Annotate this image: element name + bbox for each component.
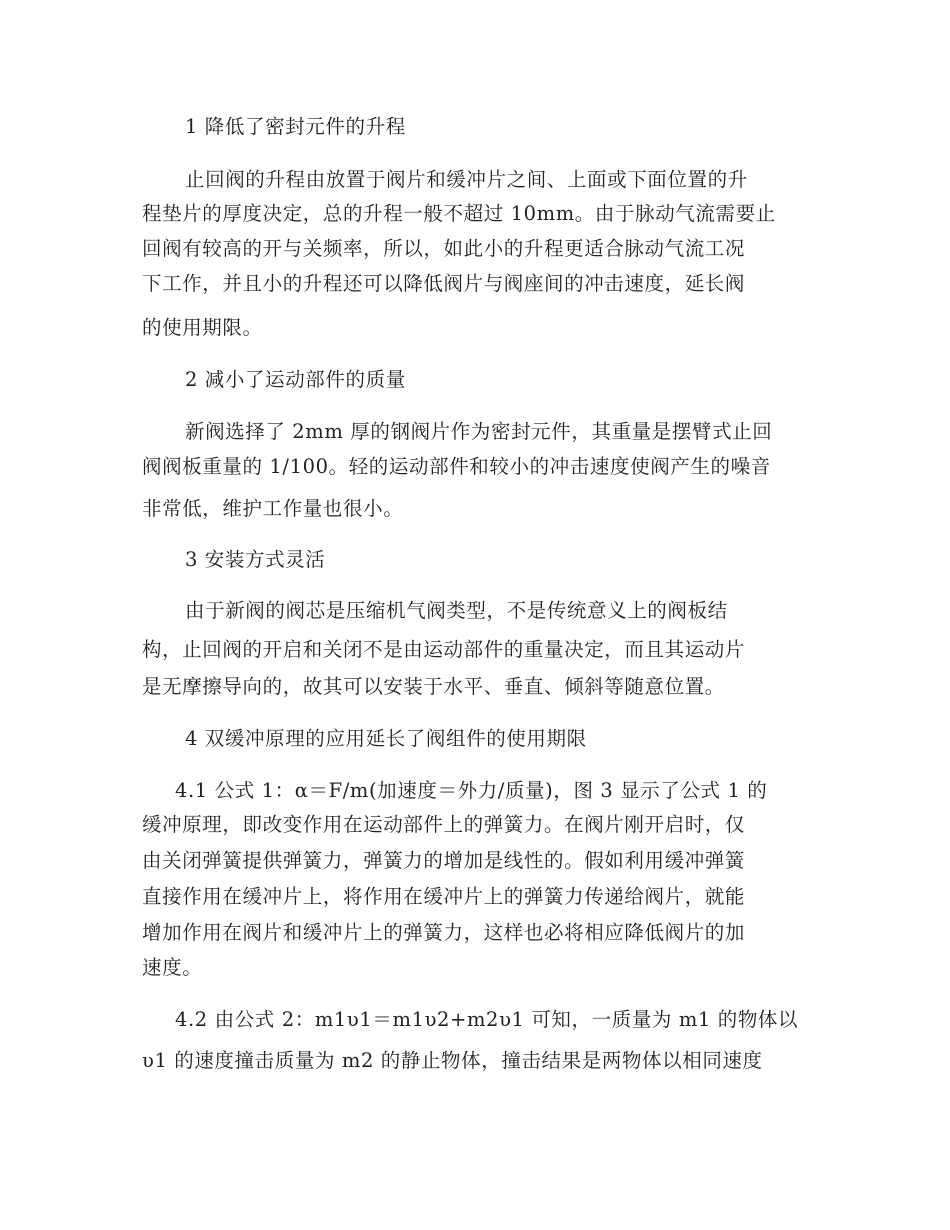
subsection-4-1-line-3: 由关闭弹簧提供弹簧力，弹簧力的增加是线性的。假如利用缓冲弹簧 [142, 849, 746, 872]
section-2-paragraph-line-1: 新阀选择了 2mm 厚的钢阀片作为密封元件，其重量是摆臂式止回 [185, 420, 773, 443]
subsection-4-2-line-1: 4.2 由公式 2：m1υ1＝m1υ2+m2υ1 可知，一质量为 m1 的物体以 [175, 1008, 799, 1031]
section-1-paragraph-line-1: 止回阀的升程由放置于阀片和缓冲片之间、上面或下面位置的升 [185, 168, 748, 191]
subsection-4-1-line-5: 增加作用在阀片和缓冲片上的弹簧力，这样也必将相应降低阀片的加 [142, 921, 746, 944]
subsection-4-1-line-4: 直接作用在缓冲片上，将作用在缓冲片上的弹簧力传递给阀片，就能 [142, 885, 746, 908]
subsection-4-1-line-6: 速度。 [142, 956, 203, 979]
section-1-paragraph-line-3: 回阀有较高的开与关频率，所以，如此小的升程更适合脉动气流工况 [142, 237, 746, 260]
section-2-paragraph-line-3: 非常低，维护工作量也很小。 [142, 497, 404, 520]
section-2-heading: 2 减小了运动部件的质量 [185, 368, 406, 391]
section-1-paragraph-line-4: 下工作，并且小的升程还可以降低阀片与阀座间的冲击速度，延长阀 [142, 272, 746, 295]
subsection-4-2-line-2: υ1 的速度撞击质量为 m2 的静止物体，撞击结果是两物体以相同速度 [142, 1049, 763, 1072]
section-1-heading: 1 降低了密封元件的升程 [185, 115, 406, 138]
section-3-heading: 3 安装方式灵活 [185, 548, 326, 571]
section-3-paragraph-line-3: 是无摩擦导向的，故其可以安装于水平、垂直、倾斜等随意位置。 [142, 675, 725, 698]
section-4-heading: 4 双缓冲原理的应用延长了阀组件的使用期限 [185, 727, 587, 750]
section-2-paragraph-line-2: 阀阀板重量的 1/100。轻的运动部件和较小的冲击速度使阀产生的噪音 [142, 455, 771, 478]
subsection-4-1-line-1: 4.1 公式 1：α＝F/m(加速度＝外力/质量)，图 3 显示了公式 1 的 [175, 779, 768, 802]
section-1-paragraph-line-5: 的使用期限。 [142, 316, 263, 339]
subsection-4-1-line-2: 缓冲原理，即改变作用在运动部件上的弹簧力。在阀片刚开启时，仅 [142, 813, 746, 836]
section-3-paragraph-line-1: 由于新阀的阀芯是压缩机气阀类型，不是传统意义上的阀板结 [185, 599, 728, 622]
section-3-paragraph-line-2: 构，止回阀的开启和关闭不是由运动部件的重量决定，而且其运动片 [142, 638, 746, 661]
section-1-paragraph-line-2: 程垫片的厚度决定，总的升程一般不超过 10mm。由于脉动气流需要止 [142, 202, 776, 225]
